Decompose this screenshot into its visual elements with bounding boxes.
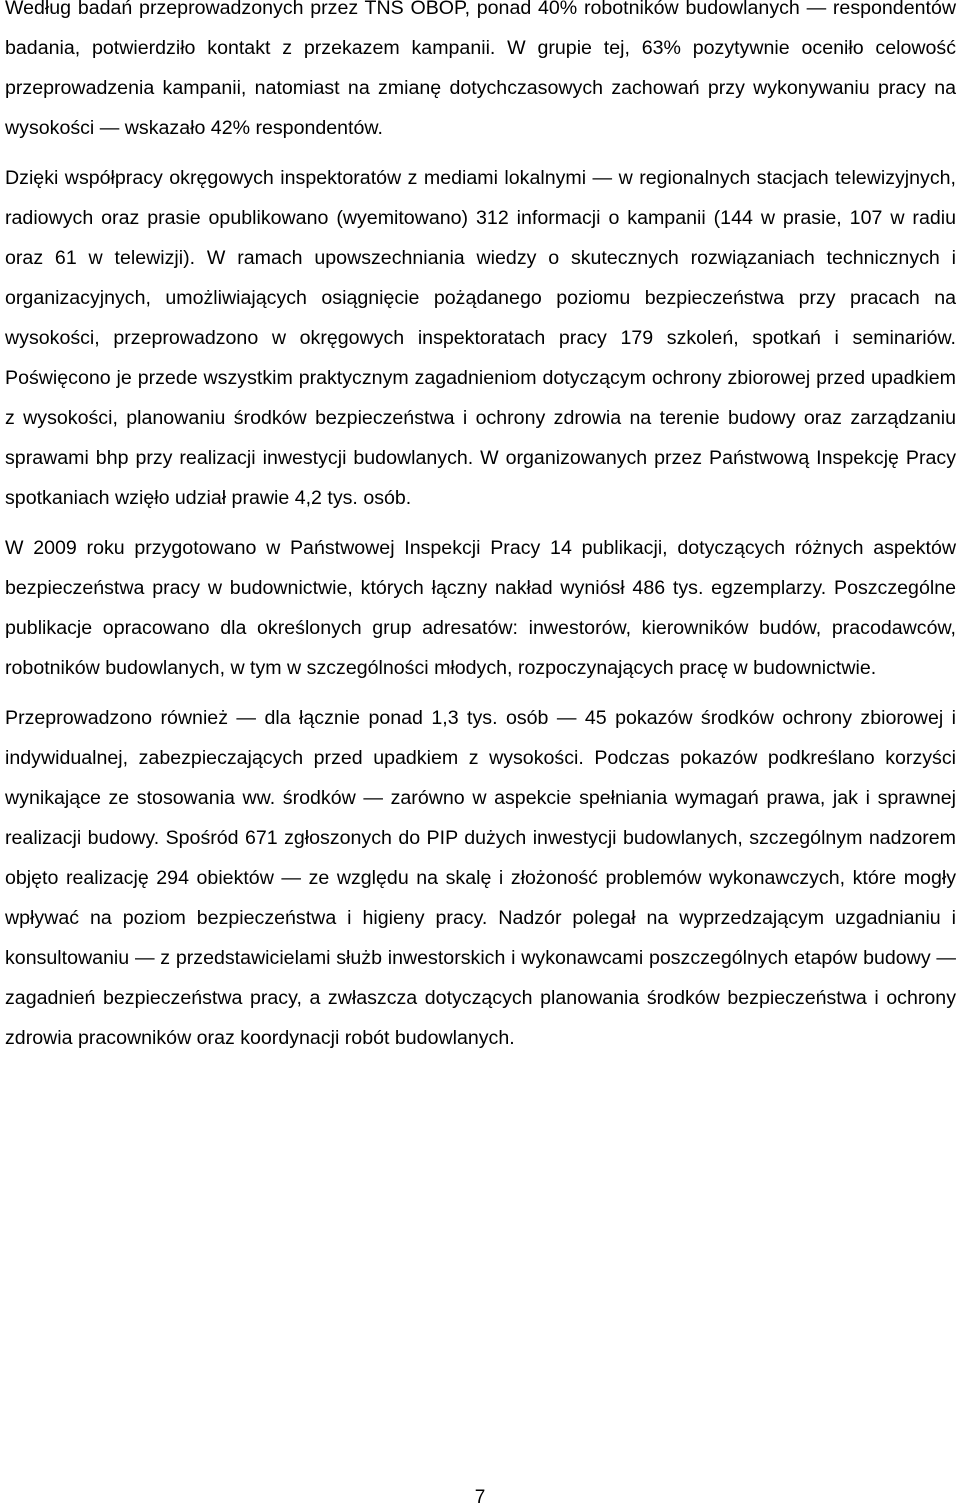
paragraph-campaign-survey: Według badań przeprowadzonych przez TNS OBOP, ponad 40% robotników budowlanych — respondentów badania, potwierdziło kontakt z przekazem kampanii. W grupie tej, 63% pozytywnie oceniło celowość przeprowadzenia kampanii, natomiast na zmianę dotychczasowych zachowań przy wykonywaniu pracy na wysokości — wskazało 42% respondentów. xyxy=(5,0,956,139)
paragraph-demonstrations: Przeprowadzono również — dla łącznie ponad 1,3 tys. osób — 45 pokazów środków ochrony zbiorowej i indywidualnej, zabezpieczających przed upadkiem z wysokości. Podczas pokazów podkreślano korzyści wynikające ze stosowania ww. środków — zarówno w aspekcie spełniania wymagań prawa, jak i sprawnej realizacji budowy. Spośród 671 zgłoszonych do PIP dużych inwestycji budowlanych, szczególnym nadzorem objęto realizację 294 obiektów — ze względu na skalę i złożoność problemów wykonawczych, które mogły wpływać na poziom bezpieczeństwa i higieny pracy. Nadzór polegał na wyprzedzającym uzgadnianiu i konsultowaniu — z przedstawicielami służb inwestorskich i wykonawcami poszczególnych etapów budowy — zagadnień bezpieczeństwa pracy, a zwłaszcza dotyczących planowania środków bezpieczeństwa i ochrony zdrowia pracowników oraz koordynacji robót budowlanych. xyxy=(5,707,956,1049)
paragraph-publications: W 2009 roku przygotowano w Państwowej Inspekcji Pracy 14 publikacji, dotyczących różnych aspektów bezpieczeństwa pracy w budownictwie, których łączny nakład wyniósł 486 tys. egzemplarzy. Poszczególne publikacje opracowano dla określonych grup adresatów: inwestorów, kierowników budów, pracodawców, robotników budowlanych, w tym w szczególności młodych, rozpoczynających pracę w budownictwie. xyxy=(5,537,956,679)
document-page xyxy=(5,0,956,1058)
paragraph-media-cooperation: Dzięki współpracy okręgowych inspektoratów z mediami lokalnymi — w regionalnych stacjach telewizyjnych, radiowych oraz prasie opublikowano (wyemitowano) 312 informacji o kampanii (144 w prasie, 107 w radiu oraz 61 w telewizji). W ramach upowszechniania wiedzy o skutecznych rozwiązaniach technicznych i organizacyjnych, umożliwiających osiągnięcie pożądanego poziomu bezpieczeństwa przy pracach na wysokości, przeprowadzono w okręgowych inspektoratach pracy 179 szkoleń, spotkań i seminariów. Poświęcono je przede wszystkim praktycznym zagadnieniom dotyczącym ochrony zbiorowej przed upadkiem z wysokości, planowaniu środków bezpieczeństwa i ochrony zdrowia na terenie budowy oraz zarządzaniu sprawami bhp przy realizacji inwestycji budowlanych. W organizowanych przez Państwową Inspekcję Pracy spotkaniach wzięło udział prawie 4,2 tys. osób. xyxy=(5,167,956,509)
page-number: 7 xyxy=(474,1487,486,1508)
